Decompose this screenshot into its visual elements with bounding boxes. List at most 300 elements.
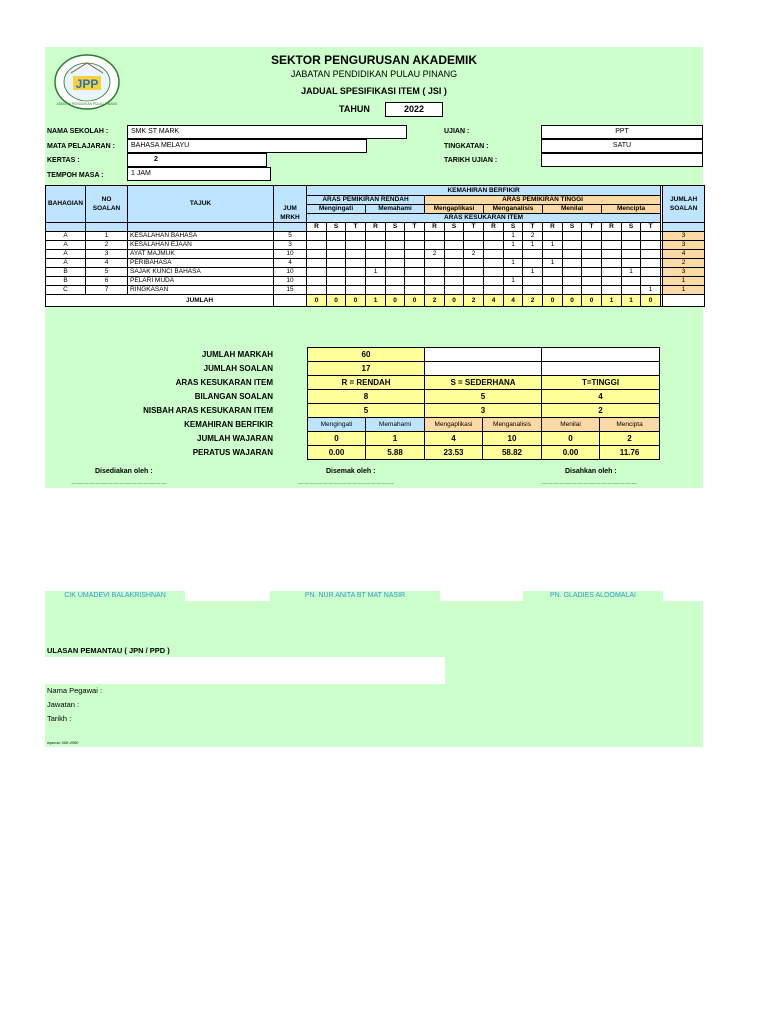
table-row [46,232,705,241]
score-cell [346,277,366,286]
blank-cell [542,362,660,376]
score-cell [464,259,484,268]
officer-name-label: Nama Pegawai : [47,686,103,695]
total-cell: 0 [346,295,366,307]
score-cell [425,232,445,241]
markah-cell: 3 [274,241,307,250]
bahagian-cell: A [46,259,86,268]
score-cell [523,250,543,259]
blank-cell [46,223,86,232]
score-cell [405,232,425,241]
rst-header-cell: R [543,223,563,232]
tajuk-cell: RINGKASAN [128,286,274,295]
nisbah-label: NISBAH ARAS KESUKARAN ITEM [143,406,273,415]
no-soalan-cell: 4 [86,259,128,268]
jumlah-soalan-cell: 3 [663,241,705,250]
score-cell [464,286,484,295]
score-cell: 1 [523,241,543,250]
school-field[interactable]: SMK ST MARK [127,125,407,139]
header-tajuk: TAJUK [128,186,274,223]
total-cell: 0 [327,295,346,307]
table-row [46,250,705,259]
total-label [46,295,274,307]
total-cell: 0 [563,295,582,307]
header-jumlah-line2: SOALAN [669,205,698,212]
score-cell [504,286,523,295]
total-cell: 0 [582,295,602,307]
rst-header-cell: S [327,223,346,232]
score-cell [582,286,602,295]
blank-cell [128,223,274,232]
score-cell [386,232,405,241]
score-cell [641,268,661,277]
score-cell [307,277,327,286]
subject-field[interactable]: BAHASA MELAYU [127,139,367,153]
score-cell: 1 [366,268,386,277]
duration-label: TEMPOH MASA : [47,172,104,179]
bahagian-cell: B [46,277,86,286]
total-cell: 1 [622,295,641,307]
score-cell [484,250,504,259]
exam-label: UJIAN : [444,128,470,135]
document-title: JADUAL SPESIFIKASI ITEM ( JSI ) [301,86,447,96]
score-cell [327,250,346,259]
aras-tinggi: T=TINGGI [542,376,660,390]
table-row [46,241,705,250]
paper-field[interactable]: 2 [127,153,267,167]
score-cell [602,250,622,259]
score-cell [622,286,641,295]
checked-by-label: Disemak oleh : [326,468,376,475]
score-cell [346,241,366,250]
approved-by-label: Disahkan oleh : [565,468,617,475]
score-cell [484,286,504,295]
score-cell [425,268,445,277]
score-cell [405,241,425,250]
score-cell [464,268,484,277]
rst-header-cell: T [582,223,602,232]
score-cell: 1 [543,241,563,250]
rst-header-cell: R [366,223,386,232]
total-cell: 2 [523,295,543,307]
total-cell: 0 [386,295,405,307]
score-cell [523,277,543,286]
score-cell [464,232,484,241]
aras-sederhana: S = SEDERHANA [425,376,542,390]
bahagian-cell: A [46,232,86,241]
total-cell: 1 [602,295,622,307]
checked-by-dots: ………………………………………… [298,480,394,486]
jumlah-soalan-label: JUMLAH SOALAN [203,364,273,373]
sum-skill-menilai: Menilai [542,418,600,432]
no-soalan-cell: 5 [86,268,128,277]
approved-by-name: PN. GLADIES ALOOMALAI [523,591,663,601]
score-cell [641,241,661,250]
score-cell: 1 [543,259,563,268]
blank-cell [86,223,128,232]
score-cell [602,241,622,250]
blank-cell [425,348,542,362]
score-cell [602,286,622,295]
no-soalan-cell: 7 [86,286,128,295]
score-cell [327,277,346,286]
score-cell [366,250,386,259]
total-cell: 0 [405,295,425,307]
blank-cell [542,348,660,362]
score-cell: 1 [504,241,523,250]
table-row [46,286,705,295]
checked-by-name: PN. NUR ANITA BT MAT NASIR [270,591,440,601]
skill-mengingati: Mengingati [307,205,366,214]
monitor-title: ULASAN PEMANTAU ( JPN / PPD ) [47,646,170,655]
score-cell [346,286,366,295]
no-soalan-cell: 6 [86,277,128,286]
rst-header-cell: R [602,223,622,232]
score-cell [327,286,346,295]
score-cell [386,259,405,268]
score-cell [484,241,504,250]
bahagian-cell: C [46,286,86,295]
score-cell [346,268,366,277]
score-cell [405,250,425,259]
nisbah-r: 5 [308,404,425,418]
summary-labels [45,347,273,467]
rst-header-cell: R [307,223,327,232]
markah-cell: 10 [274,268,307,277]
bilangan-soalan-label: BILANGAN SOALAN [194,392,273,401]
score-cell [445,259,464,268]
score-cell [405,277,425,286]
score-cell: 2 [464,250,484,259]
total-row [46,295,705,307]
total-markah-blank [274,295,307,307]
no-soalan-cell: 2 [86,241,128,250]
rst-header-cell: T [464,223,484,232]
department-name: JABATAN PENDIDIKAN PULAU PINANG [290,69,458,79]
tajuk-cell: PELARI MUDA [128,277,274,286]
exam-field[interactable]: PPT [541,125,703,139]
svg-text:JABATAN PENDIDIKAN PULAU PINAN: JABATAN PENDIDIKAN PULAU PINANG [56,102,118,106]
score-cell [327,241,346,250]
score-cell [622,250,641,259]
score-cell [504,250,523,259]
score-cell [543,286,563,295]
score-cell [563,259,582,268]
summary-table [307,347,660,460]
rst-header-cell: R [484,223,504,232]
prepared-by-dots: ………………………………………… [71,480,167,486]
peratus-mengaplikasi: 23.53 [425,446,483,460]
prepared-by-label: Disediakan oleh : [95,468,153,475]
score-cell [425,286,445,295]
score-cell: 1 [504,259,523,268]
tajuk-cell: KESALAHAN EJAAN [128,241,274,250]
header-no-soalan [86,186,128,223]
score-cell [563,286,582,295]
markah-cell: 10 [274,250,307,259]
score-cell [543,268,563,277]
bahagian-cell: A [46,241,86,250]
prepared-by-name: CIK UMADEVI BALAKRISHNAN [45,591,185,601]
jumlah-soalan-cell: 3 [663,268,705,277]
rst-header-cell: S [504,223,523,232]
rst-header-cell: S [563,223,582,232]
score-cell [307,250,327,259]
score-cell [366,232,386,241]
score-cell [366,241,386,250]
score-cell [327,259,346,268]
rst-header-row [46,223,705,232]
score-cell [327,232,346,241]
peratus-mengingati: 0.00 [308,446,366,460]
jsi-table [45,185,705,307]
form-footnote: mpccsc 008 2000 [47,740,79,745]
aras-rendah: R = RENDAH [308,376,425,390]
jumlah-markah-label: JUMLAH MARKAH [201,350,273,359]
markah-cell: 4 [274,259,307,268]
score-cell [307,232,327,241]
markah-cell: 5 [274,232,307,241]
score-cell [386,250,405,259]
jumlah-soalan-cell: 1 [663,277,705,286]
jumlah-soalan-cell: 3 [663,232,705,241]
total-cell: 0 [307,295,327,307]
peratus-menilai: 0.00 [542,446,600,460]
score-cell [523,259,543,268]
total-cell: 0 [641,295,661,307]
score-cell [445,241,464,250]
score-cell [543,232,563,241]
header-bahagian: BAHAGIAN [46,186,86,223]
kemahiran-label: KEMAHIRAN BERFIKIR [184,420,273,429]
score-cell [563,277,582,286]
score-cell [464,241,484,250]
score-cell [366,259,386,268]
nisbah-s: 3 [425,404,542,418]
jumlah-soalan-cell: 1 [663,286,705,295]
aras-kesukaran-label: ARAS KESUKARAN ITEM [175,378,273,387]
header-no-line1: NO [101,196,112,203]
score-cell [346,250,366,259]
tajuk-cell: KESALAHAN BAHASA [128,232,274,241]
skill-mencipta: Mencipta [602,205,661,214]
score-cell [622,241,641,250]
score-cell [445,277,464,286]
markah-cell: 10 [274,277,307,286]
score-cell [622,259,641,268]
score-cell: 1 [523,268,543,277]
score-cell [484,277,504,286]
score-cell [327,268,346,277]
score-cell [641,259,661,268]
peratus-memahami: 5.88 [366,446,425,460]
table-row [46,277,705,286]
score-cell [622,277,641,286]
score-cell [405,268,425,277]
header-jum-line2: MRKH [280,214,300,221]
year-label: TAHUN [339,104,370,114]
score-cell [445,286,464,295]
score-cell [504,268,523,277]
jumlah-markah-value: 60 [308,348,425,362]
subject-label: MATA PELAJARAN : [47,143,115,150]
score-cell [386,268,405,277]
score-cell [405,259,425,268]
score-cell [386,241,405,250]
skill-memahami: Memahami [366,205,425,214]
wajaran-mencipta: 2 [600,432,660,446]
total-label-text: JUMLAH [185,296,214,304]
score-cell [484,259,504,268]
score-cell [582,241,602,250]
header-jum-mrkh [274,186,307,223]
jumlah-soalan-value: 17 [308,362,425,376]
header-no-line2: SOALAN [92,205,121,212]
blank-cell [274,223,307,232]
score-cell [366,277,386,286]
header-jumlah-line1: JUMLAH [670,196,698,203]
score-cell [445,232,464,241]
peratus-menganalisis: 58.82 [483,446,542,460]
score-cell [563,250,582,259]
bilangan-t: 4 [542,390,660,404]
level-field[interactable]: SATU [541,139,703,153]
score-cell [425,241,445,250]
score-cell [445,250,464,259]
sum-skill-memahami: Memahami [366,418,425,432]
score-cell [484,232,504,241]
score-cell [582,259,602,268]
header-aras-kesukaran: ARAS KESUKARAN ITEM [307,214,661,223]
score-cell: 2 [523,232,543,241]
tajuk-cell: AYAT MAJMUK [128,250,274,259]
total-jumlah-blank [663,295,705,307]
score-cell [425,259,445,268]
sum-skill-mencipta: Mencipta [600,418,660,432]
rst-header-cell: T [641,223,661,232]
wajaran-memahami: 1 [366,432,425,446]
form-sheet-page-2 [45,591,703,747]
score-cell [641,277,661,286]
score-cell [307,268,327,277]
header-jumlah-soalan [663,186,705,223]
jumlah-wajaran-label: JUMLAH WAJARAN [197,434,273,443]
position-label: Jawatan : [47,700,80,709]
paper-label: KERTAS : [47,157,80,164]
rst-header-cell: R [425,223,445,232]
header-jum-line1: JUM [283,205,297,212]
peratus-wajaran-label: PERATUS WAJARAN [192,448,273,457]
year-value: 2022 [385,102,443,117]
bahagian-cell: A [46,250,86,259]
score-cell [386,286,405,295]
header-aras-rendah: ARAS PEMIKIRAN RENDAH [307,196,425,205]
score-cell [582,232,602,241]
tajuk-cell: PERIBAHASA [128,259,274,268]
date-signed-label: Tarikh : [47,714,72,723]
score-cell [307,259,327,268]
wajaran-menilai: 0 [542,432,600,446]
school-label: NAMA SEKOLAH : [47,128,109,135]
table-row [46,268,705,277]
score-cell [582,250,602,259]
tajuk-cell: SAJAK KUNCI BAHASA [128,268,274,277]
wajaran-mengaplikasi: 4 [425,432,483,446]
score-cell [602,277,622,286]
score-cell [346,259,366,268]
score-cell [543,250,563,259]
sum-skill-mengingati: Mengingati [308,418,366,432]
no-soalan-cell: 1 [86,232,128,241]
total-cell: 0 [445,295,464,307]
svg-text:JPP: JPP [75,77,99,91]
total-cell: 1 [366,295,386,307]
header-aras-tinggi: ARAS PEMIKIRAN TINGGI [425,196,661,205]
form-sheet-page-1 [45,47,703,488]
score-cell [366,286,386,295]
score-cell [523,286,543,295]
score-cell [602,268,622,277]
table-row [46,259,705,268]
score-cell [582,277,602,286]
date-field[interactable] [541,153,703,167]
score-cell [307,286,327,295]
score-cell [425,277,445,286]
score-cell: 1 [622,268,641,277]
score-cell [641,250,661,259]
total-cell: 2 [464,295,484,307]
blank-cell [425,362,542,376]
rst-header-cell: T [405,223,425,232]
score-cell [582,268,602,277]
nisbah-t: 2 [542,404,660,418]
rst-header-cell: S [622,223,641,232]
score-cell [641,232,661,241]
score-cell [622,232,641,241]
score-cell: 1 [641,286,661,295]
score-cell [405,286,425,295]
duration-field[interactable]: 1 JAM [127,167,271,181]
score-cell [563,241,582,250]
approved-by-dots: ………………………………………… [541,480,637,486]
peratus-mencipta: 11.76 [600,446,660,460]
score-cell: 2 [425,250,445,259]
monitor-comment-field[interactable] [45,657,445,684]
score-cell [602,232,622,241]
score-cell [563,268,582,277]
total-cell: 4 [484,295,504,307]
rst-header-cell: S [445,223,464,232]
rst-header-cell: T [346,223,366,232]
score-cell [563,232,582,241]
skill-menganalisis: Menganalisis [484,205,543,214]
skill-mengaplikasi: Mengaplikasi [425,205,484,214]
level-label: TINGKATAN : [444,143,489,150]
rst-header-cell: T [523,223,543,232]
sum-skill-mengaplikasi: Mengaplikasi [425,418,483,432]
score-cell [445,268,464,277]
score-cell [346,232,366,241]
score-cell [602,259,622,268]
score-cell [464,277,484,286]
markah-cell: 15 [274,286,307,295]
bilangan-s: 5 [425,390,542,404]
wajaran-menganalisis: 10 [483,432,542,446]
total-cell: 4 [504,295,523,307]
score-cell [386,277,405,286]
page-title: SEKTOR PENGURUSAN AKADEMIK [270,53,477,67]
no-soalan-cell: 3 [86,250,128,259]
